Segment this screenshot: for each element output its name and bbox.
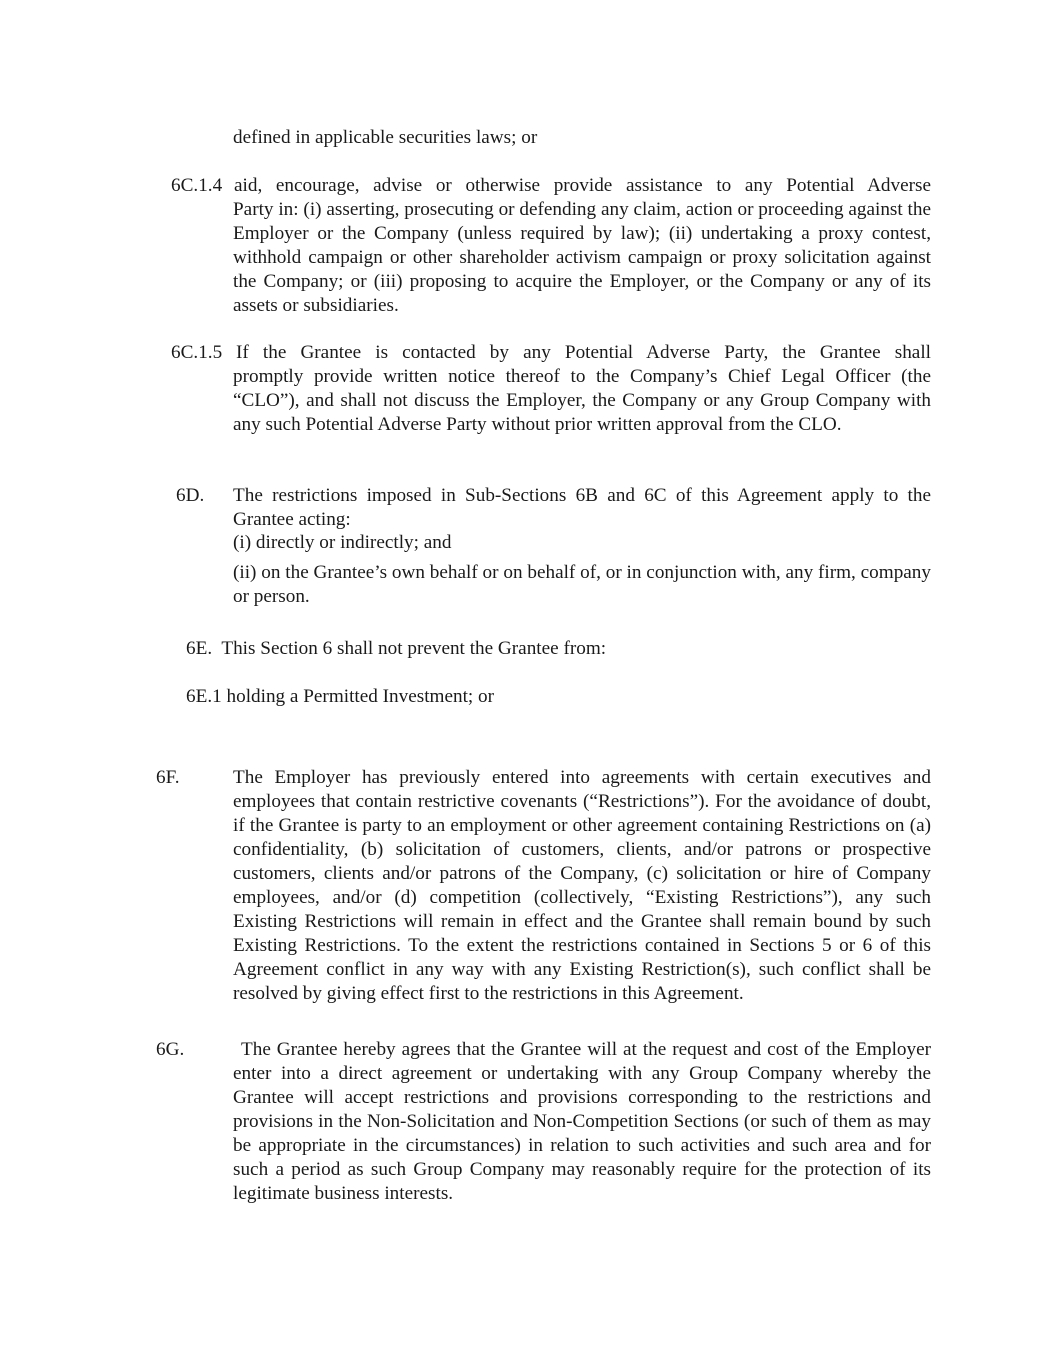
clause-item: (ii) on the Grantee’s own behalf or on behalf of, or in conjunction with, any firm, company or person. xyxy=(233,562,931,607)
clause-body: The Grantee hereby agrees that the Grantee will at the request and cost of the Employer enter into a direct agreement or undertaking with any Group Company whereby the Grantee will accept restrictions and provisions corresponding to the restrictions and provisions in the Non-Solicitation and Non-Competition Sections (or such of them as may be appropriate in the circumstances) in relation to such activities and such area and for such a period as such Group Company may reasonably require for the protection of its legitimate business interests. xyxy=(233,1039,931,1204)
clause-body: The Employer has previously entered into agreements with certain executives and employees that contain restrictive covenants (“Restrictions”). For the avoidance of doubt, if the Grantee is party to an employment or other agreement containing Restrictions on (a) confidentiality, (b) solicitation of customers, clients, and/or patrons or prospective customers, clients and/or patrons of the Company, (c) solicitation or hire of Company employees, and/or (d) competition (collectively, “Existing Restrictions”), any such Existing Restrictions will remain in effect and the Grantee shall remain bound by such Existing Restrictions. To the extent the restrictions contained in Sections 5 or 6 of this Agreement conflict in any way with any Existing Restriction(s), such conflict shall be resolved by giving effect first to the restrictions in this Agreement. xyxy=(233,767,931,1004)
clause-label: 6C.1.5 xyxy=(171,342,223,363)
clause-first-line: The restrictions imposed in Sub-Sections 6B and 6C of this Agreement apply to the xyxy=(233,485,931,506)
clause-body: promptly provide written notice thereof to the Company’s Chief Legal Officer (the “CLO”), and shall not discuss the Employer, the Company or any Group Company with any such Potential Adverse Party without prior written approval from the CLO. xyxy=(233,366,931,435)
clause-6e: 6E. This Section 6 shall not prevent the Grantee from: xyxy=(186,638,607,659)
clause-first-line: If the Grantee is contacted by any Potential Adverse Party, the Grantee shall xyxy=(236,342,931,363)
clause-first-line: aid, encourage, advise or otherwise provide assistance to any Potential Adverse xyxy=(234,175,931,196)
clause-label: 6C.1.4 xyxy=(171,175,223,196)
continuation-text: defined in applicable securities laws; or xyxy=(233,127,538,148)
clause-label: 6D. xyxy=(176,485,205,506)
clause-6e-1: 6E.1 holding a Permitted Investment; or xyxy=(186,686,495,707)
clause-label: 6F. xyxy=(156,767,180,788)
clause-second-line: Grantee acting: xyxy=(233,509,351,530)
clause-body: Party in: (i) asserting, prosecuting or defending any claim, action or proceeding against the Employer or the Company (unless required by law); (ii) undertaking a proxy contest, withhold campaign or other shareholder activism campaign or proxy solicitation against the Company; or (iii) proposing to acquire the Employer, or the Company or any of its assets or subsidiaries. xyxy=(233,199,931,316)
clause-label: 6G. xyxy=(156,1039,185,1060)
clause-item: (i) directly or indirectly; and xyxy=(233,532,452,553)
